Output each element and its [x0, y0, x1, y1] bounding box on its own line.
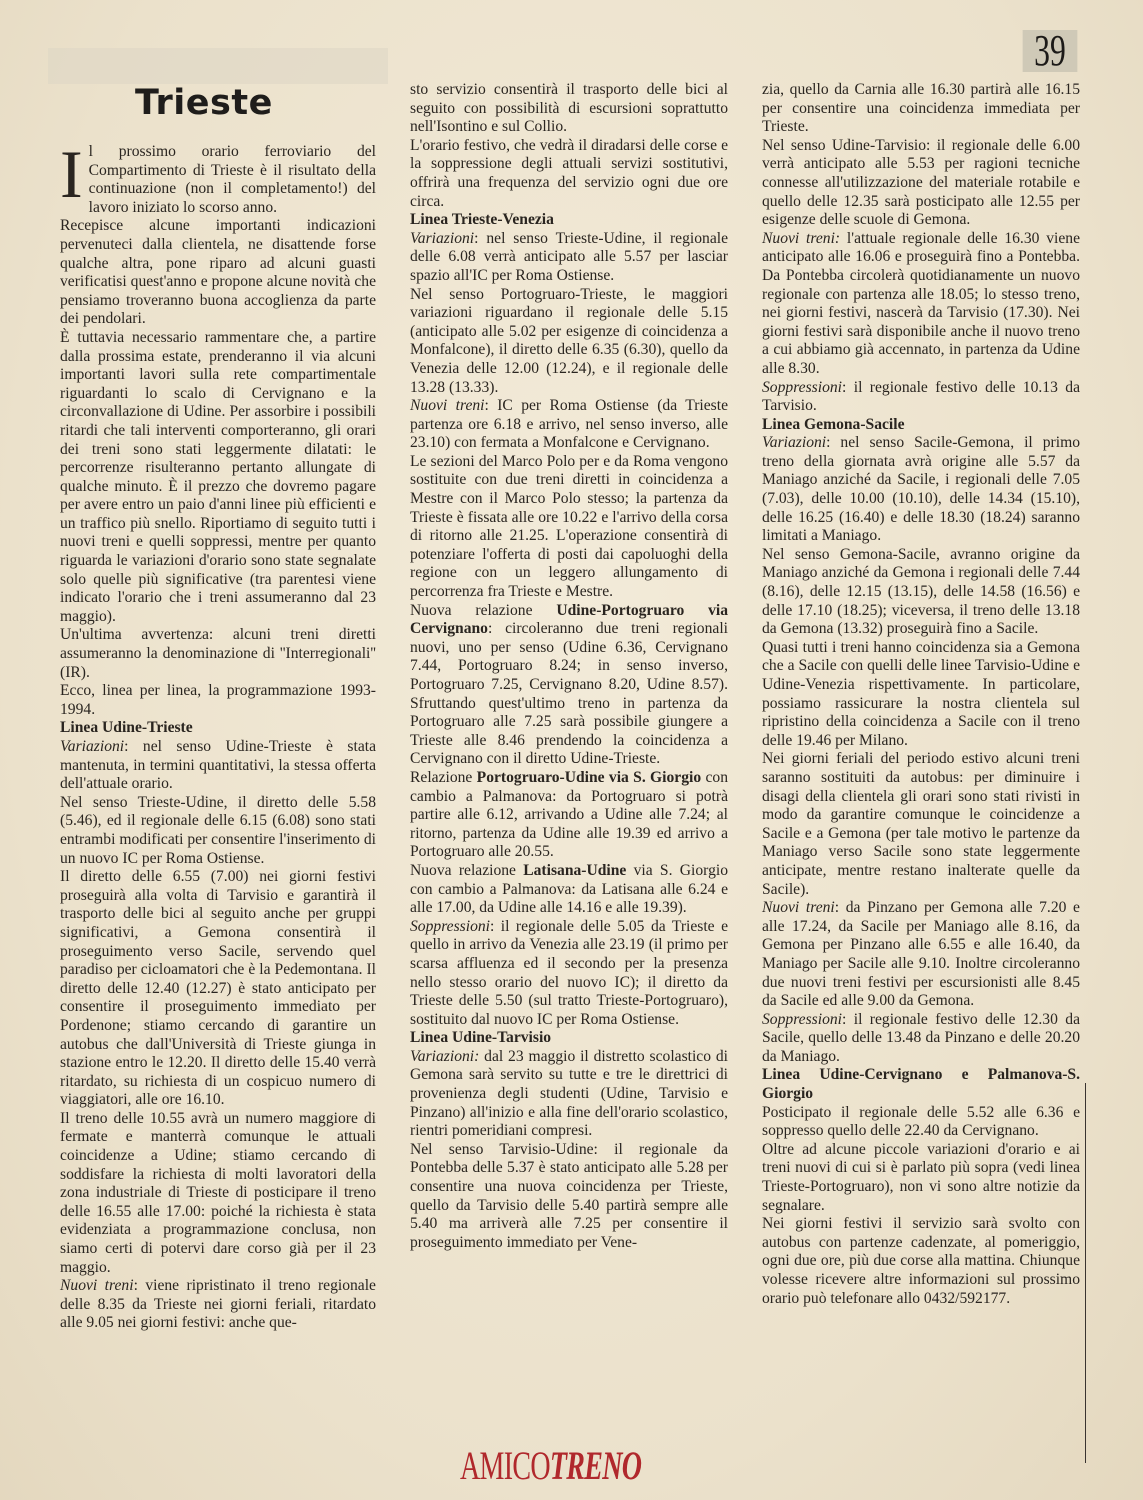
label: Soppressioni	[762, 1010, 842, 1028]
paragraph	[60, 738, 376, 794]
paragraph: Recepisce alcune importanti indicazioni pervenuteci dalla clientela, ne disattende forse qualche altra, pone riparo ad alcuni guasti verificatisi quest'anno e propone alcune novità che pensiamo troveranno buona accoglienza da parte dei pendolari.	[60, 217, 376, 328]
paragraph: Nel senso Udine-Tarvisio: il regionale delle 6.00 verrà anticipato alle 5.53 per ragioni tecniche connesse all'utilizzazione del materiale rotabile e quello delle 12.35 sarà posticipato alle 12.55 per esigenze delle scuole di Gemona.	[762, 136, 1080, 229]
paragraph: Le sezioni del Marco Polo per e da Roma vengono sostituite con due treni diretti in coincidenza a Mestre con il Marco Polo stesso; la partenza da Trieste è fissata alle ore 10.22 e l'arrivo della corsa di ritorno alle 21.25. L'operazione consentirà di potenziare l'offerta di posti dai capoluoghi della regione con un leggero allungamento di percorrenza fra Trieste e Mestre.	[410, 452, 728, 601]
label: Variazioni	[762, 434, 827, 452]
paragraph	[410, 397, 728, 453]
paragraph-text: Nuova relazione	[410, 601, 557, 619]
paragraph	[410, 918, 728, 1030]
route-name: Portogruaro-Udine via S. Giorgio	[476, 768, 702, 786]
paragraph-text: : circoleranno due treni regionali nuovi, uno per senso (Udine 6.36, Cervignano 7.44, Portogruaro 8.24; in senso inverso, Portogruaro 7.25, Cervignano 8.20, Udine 8.57). Sfruttando quest'ultimo treno in partenza da Portogruaro alle 7.25 sarà possibile giungere a Trieste alle 8.46 prendendo la coincidenza a Cervignano con il diretto Udine-Trieste.	[410, 620, 728, 768]
paragraph-text: : il regionale festivo delle 10.13 da Tarvisio.	[762, 378, 1080, 415]
drop-cap: I	[60, 136, 83, 212]
paragraph: Nei giorni festivi il servizio sarà svolto con autobus con partenze cadenzate, al pomeriggio, ogni due ore, più due corse alla mattina. Chiunque volesse ricevere altre informazioni sul prossimo orario può telefonare allo 0432/592177.	[762, 1215, 1080, 1307]
paragraph	[762, 434, 1080, 546]
label: Nuovi treni:	[762, 229, 841, 247]
article-title: Trieste	[135, 83, 273, 123]
paragraph: Quasi tutti i treni hanno coincidenza sia a Gemona che a Sacile con quelli delle linee Tarvisio-Udine e Udine-Venezia rispettivamente. In particolare, possiamo rassicurare la nostra clientela sul ripristino della coincidenza a Sacile con il treno delle 19.46 per Milano.	[762, 638, 1080, 749]
intro-paragraph	[60, 136, 376, 217]
section-heading: Linea Gemona-Sacile	[762, 415, 905, 433]
label: Variazioni:	[410, 1047, 480, 1065]
label: Soppressioni	[410, 917, 490, 935]
header-band	[48, 48, 388, 84]
logo-text: AMICO	[460, 1443, 550, 1488]
section-heading: Linea Udine-Tarvisio	[410, 1029, 552, 1047]
section-heading: Linea Udine-Cervignano e Palmanova-S. Giorgio	[762, 1066, 1080, 1103]
paragraph	[410, 1048, 728, 1141]
paragraph-text: : viene ripristinato il treno regionale delle 8.35 da Trieste nei giorni feriali, ritardato alle 9.05 nei giorni festivi: anche que-	[60, 1277, 376, 1332]
paragraph-text: dal 23 maggio il distretto scolastico di Gemona sarà servito su tutte e tre le direttrici di provenienza degli studenti (Udine, Tarvisio e Pinzano) all'inizio e alla fine dell'orario scolastico, rientri pomeridiani compresi.	[410, 1047, 728, 1140]
paragraph: Nel senso Portogruaro-Trieste, le maggiori variazioni riguardano il regionale delle 5.15 (anticipato alle 5.02 per esigenze di coincidenza a Monfalcone), il diretto delle 6.35 (6.30), quello da Venezia delle 12.00 (12.24), e il regionale delle 13.28 (13.33).	[410, 285, 728, 396]
magazine-logo	[460, 1442, 641, 1489]
paragraph-text: : nel senso Trieste-Udine, il regionale delle 6.08 verrà anticipato alle 5.57 per lasciar spazio all'IC per Roma Ostiense.	[410, 229, 728, 284]
column-2	[410, 81, 728, 1252]
label: Soppressioni	[762, 378, 842, 396]
paragraph-text: : il regionale delle 5.05 da Trieste e quello in arrivo da Venezia alle 23.19 (il primo per scarsa affluenza ed il secondo per la presenza nello stesso orario del nuovo IC); il diretto da Trieste delle 5.50 (sul tratto Trieste-Portogruaro), sostituito dal nuovo IC per Roma Ostiense.	[410, 917, 728, 1028]
paragraph-text: : il regionale festivo delle 12.30 da Sacile, quello delle 13.48 da Pinzano e delle 20.20 da Maniago.	[762, 1010, 1080, 1065]
paragraph: Ecco, linea per linea, la programmazione 1993-1994.	[60, 682, 376, 718]
paragraph: Nel senso Gemona-Sacile, avranno origine da Maniago anziché da Gemona i regionali delle 7.44 (8.16), delle 12.15 (13.15), delle 14.58 (16.56) e delle 17.10 (18.25); viceversa, il treno delle 13.18 da Gemona (13.32) proseguirà fino a Sacile.	[762, 545, 1080, 638]
paragraph: Il treno delle 10.55 avrà un numero maggiore di fermate e manterrà comunque le attuali coincidenze a Udine; stiamo cercando di soddisfare la richiesta di molti lavoratori della zona industriale di Trieste di posticipare il treno delle 16.55 alle 17.00: poiché la richiesta è stata evidenziata a programmazione conclusa, non siamo certi di potervi dare corso già per il 23 maggio.	[60, 1109, 376, 1276]
paragraph-text: Relazione	[410, 768, 477, 786]
column-1	[60, 136, 376, 1333]
column-3	[762, 81, 1080, 1308]
paragraph	[60, 1277, 376, 1333]
paragraph-text: : nel senso Sacile-Gemona, il primo treno della giornata avrà origine alle 5.57 da Maniago anziché da Sacile, i regionali delle 7.05 (7.03), delle 10.00 (10.10), delle 14.34 (15.10), delle 16.25 (16.40) e delle 18.30 (18.24) saranno limitati a Maniago.	[762, 434, 1080, 545]
route-name: Latisana-Udine	[523, 861, 627, 879]
route-name: Udine-Portogruaro via Cervignano	[410, 601, 728, 638]
label: Nuovi treni	[60, 1277, 134, 1295]
paragraph-text: l'attuale regionale delle 16.30 viene anticipato alle 16.06 e proseguirà fino a Pontebba. Da Pontebba circolerà quotidianamente un nuovo regionale con partenza alle 18.05; lo stesso treno, nei giorni festivi, nascerà da Tarvisio (17.30). Nei giorni festivi sarà disponibile anche il nuovo treno a cui abbiamo già accennato, in partenza da Udine alle 8.30.	[762, 229, 1080, 377]
paragraph-text: : IC per Roma Ostiense (da Trieste partenza ore 6.18 e arrivo, nel senso inverso, alle 23.10) con fermata a Monfalcone e Cervignano.	[410, 397, 728, 452]
paragraph: Il diretto delle 6.55 (7.00) nei giorni festivi proseguirà alla volta di Tarvisio e garantirà il trasporto delle bici al seguito anche per gruppi significativi, a Gemona consentirà il proseguimento verso Sacile, servendo quel paradiso per cicloamatori che è la Pedemontana. Il diretto delle 12.40 (12.27) è stato anticipato per consentire il proseguimento immediato per Pordenone; stiamo cercando di garantire un autobus che dall'Università di Trieste giunga in stazione entro le 12.20. Il diretto delle 15.40 verrà ritardato, su richiesta di un cospicuo numero di viaggiatori, alle ore 16.10.	[60, 868, 376, 1109]
section-heading: Linea Udine-Trieste	[60, 719, 193, 737]
logo-text: TRENO	[549, 1443, 642, 1488]
section-heading: Linea Trieste-Venezia	[410, 211, 554, 229]
paragraph-text: l prossimo orario ferroviario del Compartimento di Trieste è il risultato della continuazione (non il completamento!) del lavoro iniziato lo scorso anno.	[88, 143, 376, 216]
paragraph: Oltre ad alcune piccole variazioni d'orario e ai treni nuovi di cui si è parlato più sopra (vedi linea Trieste-Portogruaro), non vi sono altre notizie da segnalare.	[762, 1140, 1080, 1214]
paragraph	[762, 230, 1080, 379]
paragraph	[762, 1011, 1080, 1067]
paragraph-text: : nel senso Udine-Trieste è stata mantenuta, in termini quantitativi, la stessa offerta dell'attuale orario.	[60, 738, 376, 793]
paragraph-text: : da Pinzano per Gemona alle 7.20 e alle 17.24, da Sacile per Maniago alle 8.16, da Gemona per Pinzano alle 6.55 e alle 16.40, da Maniago per Sacile alle 9.10. Inoltre circoleranno due nuovi treni festivi per escursionisti alle 8.45 da Sacile ed alle 9.00 da Gemona.	[762, 899, 1080, 1010]
paragraph-text: via S. Giorgio con cambio a Palmanova: da Latisana alle 6.24 e alle 17.00, da Udine alle 14.16 e alle 19.39).	[410, 861, 728, 917]
paragraph	[410, 602, 728, 769]
paragraph: zia, quello da Carnia alle 16.30 partirà alle 16.15 per consentire una coincidenza immediata per Trieste.	[762, 81, 1080, 136]
paragraph	[762, 899, 1080, 1011]
paragraph: Nel senso Trieste-Udine, il diretto delle 5.58 (5.46), ed il regionale delle 6.15 (6.08) sono stati entrambi modificati per consentire l'inserimento di un nuovo IC per Roma Ostiense.	[60, 793, 376, 867]
paragraph: Un'ultima avvertenza: alcuni treni diretti assumeranno la denominazione di ''Interregionali'' (IR).	[60, 626, 376, 681]
paragraph	[410, 230, 728, 286]
paragraph: Posticipato il regionale delle 5.52 alle 6.36 e soppresso quello delle 22.40 da Cervignano.	[762, 1103, 1080, 1140]
paragraph	[410, 769, 728, 862]
paragraph: È tuttavia necessario rammentare che, a partire dalla prossima estate, prenderanno il via alcuni importanti lavori sulla rete compartimentale riguardanti lo scalo di Cervignano e la circonvallazione di Udine. Per assorbire i possibili ritardi che tali interventi comporteranno, gli orari dei treni sono stati leggermente dilatati: le percorrenze risulteranno pertanto allungate di qualche minuto. È il prezzo che dovremo pagare per avere entro un paio d'anni linee più efficienti e un traffico più snello. Riportiamo di seguito tutti i nuovi treni e quelli soppressi, mentre per quanto riguarda le variazioni d'orario sono state segnalate solo quelle più significative (tra parentesi viene indicato l'orario che i treni assumeranno dal 23 maggio).	[60, 328, 376, 625]
paragraph: Nei giorni feriali del periodo estivo alcuni treni saranno sostituiti da autobus: per diminuire i disagi della clientela gli orari sono stati rivisti in modo da garantire comunque le coincidenze a Sacile e a Gemona (per tale motivo le partenze da Maniago verso Sacile sono state leggermente anticipate, mentre restano inalterate quelle da Sacile).	[762, 750, 1080, 898]
paragraph	[410, 862, 728, 918]
paragraph-text: Nuova relazione	[410, 861, 524, 879]
paragraph: sto servizio consentirà il trasporto delle bici al seguito con possibilità di escursioni soprattutto nell'Isontino e sul Collio.	[410, 81, 728, 136]
paragraph	[762, 379, 1080, 416]
label: Nuovi treni	[410, 397, 485, 415]
paragraph-text: con cambio a Palmanova: da Portogruaro si potrà partire alle 6.12, arrivando a Udine alle 7.24; al ritorno, partenza da Udine alle 19.39 ed arrivo a Portogruaro alle 20.55.	[410, 768, 728, 861]
paragraph: L'orario festivo, che vedrà il diradarsi delle corse e la soppressione degli attuali servizi sostitutivi, offrirà una frequenza del servizio ogni due ore circa.	[410, 136, 728, 210]
paragraph: Nel senso Tarvisio-Udine: il regionale da Pontebba delle 5.37 è stato anticipato alle 5.28 per consentire una nuova coincidenza per Trieste, quello da Tarvisio delle 5.40 partirà sempre alle 5.40 ma arriverà alle 7.25 per consentire il proseguimento immediato per Vene-	[410, 1140, 728, 1251]
label: Variazioni	[410, 229, 475, 247]
column-rule	[1085, 1083, 1086, 1463]
page-number: 39	[1023, 30, 1078, 72]
label: Nuovi treni	[762, 899, 835, 917]
label: Variazioni	[60, 738, 125, 755]
